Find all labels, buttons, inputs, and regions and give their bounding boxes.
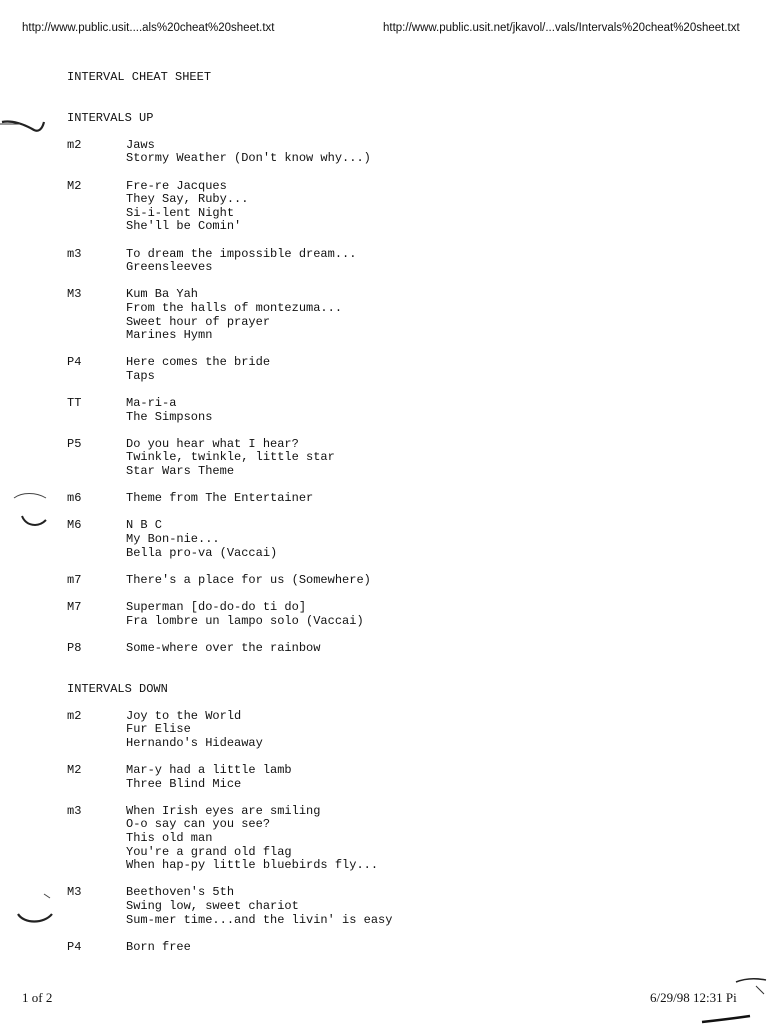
song-title: This old man <box>126 831 213 846</box>
song-title: You're a grand old flag <box>126 844 292 859</box>
song-title: Fre-re Jacques <box>126 178 227 193</box>
song-list <box>126 519 277 560</box>
song-list <box>126 710 263 751</box>
song-list <box>126 805 378 873</box>
song-title: Kum Ba Yah <box>126 287 199 302</box>
song-title: Fra lombre un lampo solo (Vaccai) <box>126 613 364 628</box>
song-list <box>126 492 313 506</box>
footer-datetime: 6/29/98 12:31 Pi <box>650 990 737 1005</box>
song-list <box>126 438 335 479</box>
song-title: Stormy Weather (Don't know why...) <box>126 151 371 166</box>
song-title: Bella pro-va (Vaccai) <box>126 545 278 560</box>
song-title: Hernando's Hideaway <box>126 735 263 750</box>
song-list <box>126 764 292 791</box>
song-list <box>126 574 371 588</box>
song-title: Three Blind Mice <box>126 776 242 791</box>
song-list <box>126 180 248 234</box>
interval-entry <box>67 438 392 479</box>
interval-entry <box>67 710 392 751</box>
interval-code: m6 <box>67 491 82 506</box>
song-list <box>126 601 364 628</box>
song-list <box>126 397 212 424</box>
interval-entry <box>67 601 392 628</box>
song-title: Marines Hymn <box>126 328 213 343</box>
interval-entry <box>67 248 392 275</box>
interval-entry <box>67 764 392 791</box>
song-title: Si-i-lent Night <box>126 205 235 220</box>
interval-code: m3 <box>67 246 82 261</box>
interval-code: M6 <box>67 518 82 533</box>
section-gap <box>67 669 392 683</box>
interval-code: M3 <box>67 287 82 302</box>
song-list <box>126 941 191 955</box>
song-title: From the halls of montezuma... <box>126 300 343 315</box>
interval-entry <box>67 574 392 588</box>
document-title: INTERVAL CHEAT SHEET <box>67 70 212 84</box>
interval-code: M2 <box>67 178 82 193</box>
song-title: N B C <box>126 518 163 533</box>
song-title: O-o say can you see? <box>126 817 271 832</box>
interval-code: P8 <box>67 640 82 655</box>
footer-page-number: 1 of 2 <box>22 990 53 1005</box>
interval-entry <box>67 941 392 955</box>
song-title: Here comes the bride <box>126 355 271 370</box>
interval-entry <box>67 397 392 424</box>
song-title: She'll be Comin' <box>126 219 242 234</box>
song-title: When hap-py little bluebirds fly... <box>126 858 379 873</box>
song-list <box>126 288 342 342</box>
interval-code: m2 <box>67 137 82 152</box>
interval-entry <box>67 180 392 234</box>
song-list <box>126 356 270 383</box>
interval-entry <box>67 519 392 560</box>
song-title: Superman [do-do-do ti do] <box>126 599 307 614</box>
song-title: Star Wars Theme <box>126 464 235 479</box>
interval-entry <box>67 642 392 656</box>
header-right-url: http://www.public.usit.net/jkavol/...vals/Intervals%20cheat%20sheet.txt <box>383 22 740 34</box>
song-title: Greensleeves <box>126 260 213 275</box>
song-title: Twinkle, twinkle, little star <box>126 450 335 465</box>
song-list <box>126 886 392 927</box>
song-title: Taps <box>126 368 155 383</box>
punch-mark-top <box>0 108 60 144</box>
song-list <box>126 139 371 166</box>
song-title: Mar-y had a little lamb <box>126 763 292 778</box>
interval-code: m7 <box>67 572 82 587</box>
song-list <box>126 642 320 656</box>
sections-container <box>67 112 392 955</box>
interval-code: P4 <box>67 939 82 954</box>
interval-entry <box>67 492 392 506</box>
song-title: Theme from The Entertainer <box>126 491 314 506</box>
punch-mark-middle <box>6 488 52 536</box>
header-left-url: http://www.public.usit....als%20cheat%20sheet.txt <box>22 22 275 34</box>
song-title: Swing low, sweet chariot <box>126 899 299 914</box>
song-title: Born free <box>126 939 191 954</box>
interval-entry <box>67 886 392 927</box>
song-title: The Simpsons <box>126 409 213 424</box>
interval-code: P5 <box>67 436 82 451</box>
song-title: Do you hear what I hear? <box>126 436 299 451</box>
song-title: Sum-mer time...and the livin' is easy <box>126 912 393 927</box>
interval-code: m2 <box>67 708 82 723</box>
song-title: Some-where over the rainbow <box>126 640 321 655</box>
song-title: Ma-ri-a <box>126 396 177 411</box>
song-title: To dream the impossible dream... <box>126 246 357 261</box>
song-title: My Bon-nie... <box>126 532 220 546</box>
interval-entry <box>67 288 392 342</box>
song-title: Jaws <box>126 137 155 152</box>
section-heading: INTERVALS UP <box>67 110 154 125</box>
interval-entry <box>67 139 392 166</box>
punch-mark-bottom <box>10 888 58 932</box>
interval-code: M2 <box>67 763 82 778</box>
interval-entry <box>67 356 392 383</box>
interval-code: m3 <box>67 803 82 818</box>
song-title: There's a place for us (Somewhere) <box>126 572 371 587</box>
interval-code: M7 <box>67 599 82 614</box>
song-title: Fur Elise <box>126 722 191 737</box>
song-title: They Say, Ruby... <box>126 192 249 207</box>
section-heading: INTERVALS DOWN <box>67 681 168 696</box>
song-title: Beethoven's 5th <box>126 885 235 900</box>
interval-code: P4 <box>67 355 82 370</box>
song-list <box>126 248 356 275</box>
interval-entry <box>67 805 392 873</box>
song-title: Sweet hour of prayer <box>126 314 271 329</box>
song-title: When Irish eyes are smiling <box>126 803 321 818</box>
song-title: Joy to the World <box>126 708 242 723</box>
interval-code: TT <box>67 396 82 411</box>
cheat-sheet-document <box>67 71 392 968</box>
interval-code: M3 <box>67 885 82 900</box>
